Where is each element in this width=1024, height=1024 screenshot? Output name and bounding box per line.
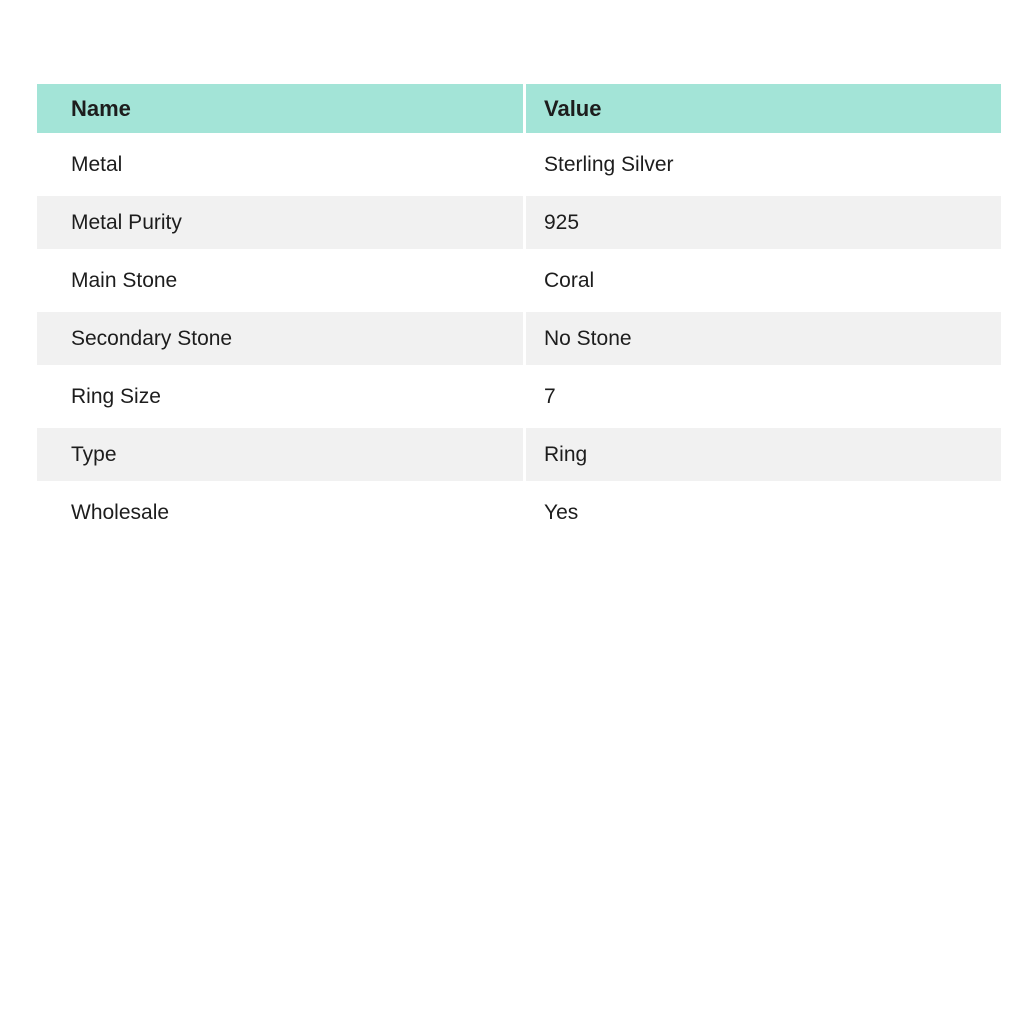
spec-name-cell: Secondary Stone	[37, 312, 523, 365]
column-header-value: Value	[526, 84, 1001, 133]
table-row	[37, 312, 1001, 365]
spec-name-cell: Wholesale	[71, 500, 170, 524]
column-header-name: Name	[37, 84, 523, 133]
spec-value-cell: Yes	[544, 500, 579, 524]
table-row	[37, 428, 1001, 481]
spec-value-cell: Coral	[544, 268, 595, 292]
spec-value-cell: Sterling Silver	[544, 152, 674, 176]
spec-value-cell: Ring	[526, 428, 1001, 481]
spec-name-cell: Metal Purity	[37, 196, 523, 249]
table-header	[37, 84, 1001, 133]
table-row	[37, 196, 1001, 249]
spec-name-cell: Ring Size	[71, 384, 161, 408]
spec-name-cell: Metal	[71, 152, 123, 176]
spec-name-cell: Type	[37, 428, 523, 481]
spec-name-cell: Main Stone	[71, 268, 178, 292]
table-row	[37, 486, 1001, 539]
spec-value-cell: 7	[544, 384, 556, 408]
header-row	[37, 84, 1001, 133]
product-specifications-table	[34, 79, 1004, 544]
table-row	[37, 138, 1001, 191]
spec-value-cell: No Stone	[526, 312, 1001, 365]
table-body	[37, 138, 1001, 539]
spec-value-cell: 925	[526, 196, 1001, 249]
table-row	[37, 370, 1001, 423]
table-row	[37, 254, 1001, 307]
